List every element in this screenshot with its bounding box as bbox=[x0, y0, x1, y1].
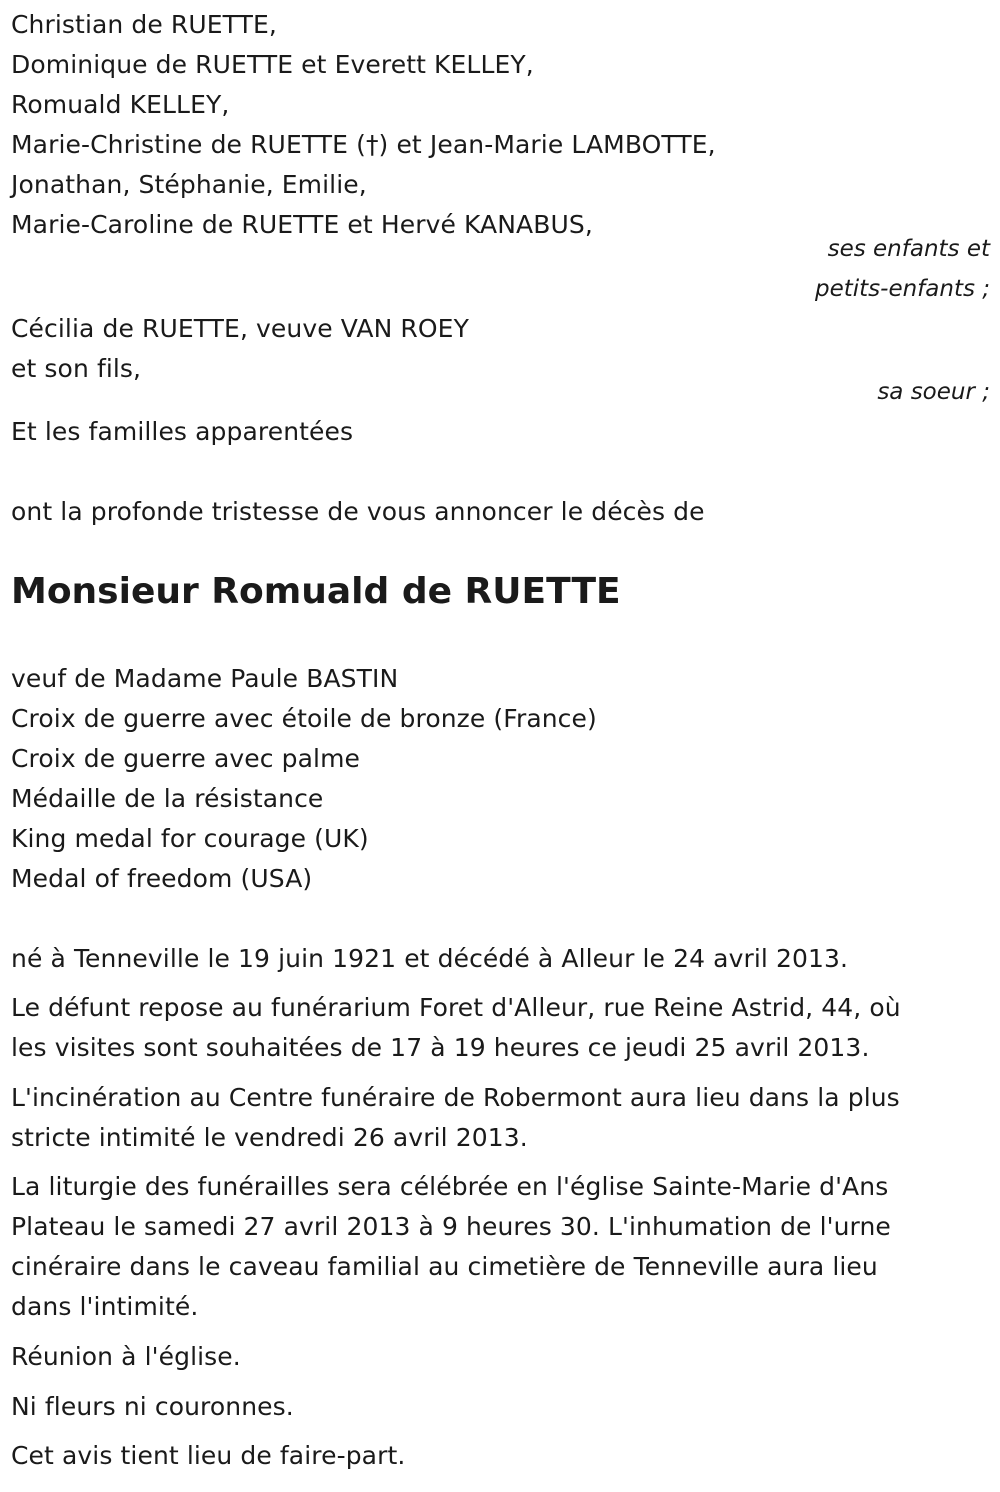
honor-line: Medal of freedom (USA) bbox=[11, 864, 313, 893]
relatives-line: Et les familles apparentées bbox=[11, 417, 354, 446]
honor-line: King medal for courage (UK) bbox=[11, 824, 369, 853]
deceased-name: Monsieur Romuald de RUETTE bbox=[11, 571, 621, 612]
family-line: Cécilia de RUETTE, veuve VAN ROEY bbox=[11, 314, 469, 343]
honor-line: Médaille de la résistance bbox=[11, 784, 324, 813]
family-line: Marie-Christine de RUETTE (†) et Jean-Marie LAMBOTTE, bbox=[11, 130, 716, 159]
honor-line: veuf de Madame Paule BASTIN bbox=[11, 664, 399, 693]
liturgy-text: cinéraire dans le caveau familial au cimetière de Tenneville aura lieu bbox=[11, 1252, 878, 1281]
funerarium-text: les visites sont souhaitées de 17 à 19 heures ce jeudi 25 avril 2013. bbox=[11, 1033, 870, 1062]
liturgy-text: dans l'intimité. bbox=[11, 1292, 199, 1321]
cremation-text: L'incinération au Centre funéraire de Robermont aura lieu dans la plus bbox=[11, 1083, 900, 1112]
announcement-text: ont la profonde tristesse de vous annoncer le décès de bbox=[11, 497, 705, 526]
liturgy-text: La liturgie des funérailles sera célébrée en l'église Sainte-Marie d'Ans bbox=[11, 1172, 889, 1201]
notice-text: Cet avis tient lieu de faire-part. bbox=[11, 1441, 406, 1470]
family-line: et son fils, bbox=[11, 354, 142, 383]
cremation-text: stricte intimité le vendredi 26 avril 2013. bbox=[11, 1123, 528, 1152]
children-role-label: ses enfants et bbox=[827, 236, 990, 262]
honor-line: Croix de guerre avec palme bbox=[11, 744, 361, 773]
children-role-label: petits-enfants ; bbox=[814, 276, 990, 302]
honor-line: Croix de guerre avec étoile de bronze (France) bbox=[11, 704, 597, 733]
family-line: Jonathan, Stéphanie, Emilie, bbox=[11, 170, 367, 199]
family-line: Dominique de RUETTE et Everett KELLEY, bbox=[11, 50, 534, 79]
reunion-text: Réunion à l'église. bbox=[11, 1342, 241, 1371]
flowers-text: Ni fleurs ni couronnes. bbox=[11, 1392, 294, 1421]
funerarium-text: Le défunt repose au funérarium Foret d'Alleur, rue Reine Astrid, 44, où bbox=[11, 993, 901, 1022]
liturgy-text: Plateau le samedi 27 avril 2013 à 9 heures 30. L'inhumation de l'urne bbox=[11, 1212, 891, 1241]
birth-death-text: né à Tenneville le 19 juin 1921 et décédé à Alleur le 24 avril 2013. bbox=[11, 944, 849, 973]
sister-role-label: sa soeur ; bbox=[877, 379, 990, 405]
family-line: Marie-Caroline de RUETTE et Hervé KANABUS, bbox=[11, 210, 593, 239]
family-line: Christian de RUETTE, bbox=[11, 10, 277, 39]
family-line: Romuald KELLEY, bbox=[11, 90, 230, 119]
